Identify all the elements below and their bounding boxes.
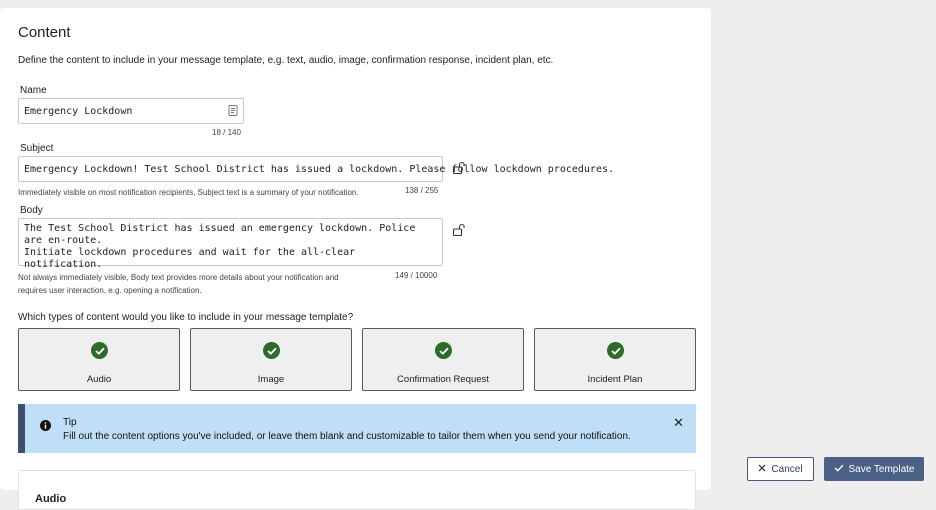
check-circle-icon — [607, 342, 624, 359]
name-char-counter: 18 / 140 — [212, 128, 241, 137]
subject-input-value: Emergency Lockdown! Test School District has issued a lockdown. Please follow lockdown procedures. — [24, 163, 615, 175]
body-hint-line-1: Not always immediately visible, Body text provides more details about your notification and — [18, 273, 339, 282]
content-type-label: Confirmation Request — [397, 374, 489, 385]
cancel-button-label: Cancel — [771, 463, 803, 475]
content-type-label: Audio — [86, 374, 112, 385]
content-types-question: Which types of content would you like to include in your message template? — [18, 312, 354, 323]
content-type-card-confirmation-request[interactable] — [362, 328, 524, 391]
info-icon — [40, 418, 51, 429]
check-circle-icon — [263, 342, 280, 359]
tip-title: Tip — [63, 417, 77, 428]
check-circle-icon — [91, 342, 108, 359]
body-textarea[interactable]: The Test School District has issued an emergency lockdown. Police are en-route. Initiate lockdown procedures and wait for the all-clear notification. — [18, 218, 443, 266]
save-template-button[interactable] — [824, 457, 924, 481]
subject-char-counter: 138 / 255 — [405, 186, 439, 195]
tip-banner — [18, 404, 696, 453]
close-icon — [758, 464, 766, 475]
check-icon — [834, 464, 844, 475]
section-description: Define the content to include in your message template, e.g. text, audio, image, confirmation response, incident plan, etc. — [18, 55, 554, 66]
subject-input[interactable] — [18, 156, 615, 182]
unlock-icon[interactable] — [452, 223, 466, 237]
cancel-button[interactable] — [747, 457, 814, 481]
close-icon[interactable]: ✕ — [673, 415, 684, 430]
name-input[interactable] — [18, 98, 244, 124]
document-icon — [228, 105, 238, 116]
body-hint — [18, 271, 339, 297]
section-title: Content — [18, 24, 71, 41]
content-type-label: Image — [257, 374, 285, 385]
content-panel — [0, 8, 711, 505]
audio-section-title: Audio — [35, 493, 67, 505]
content-type-card-incident-plan[interactable] — [534, 328, 696, 391]
save-template-button-label: Save Template — [848, 463, 915, 475]
content-type-label: Incident Plan — [587, 374, 643, 385]
name-input-value: Emergency Lockdown — [24, 105, 133, 117]
audio-section — [18, 470, 696, 510]
body-hint-line-2: requires user interaction, e.g. opening a notification. — [18, 286, 202, 295]
body-label: Body — [20, 205, 43, 216]
content-type-card-image[interactable] — [190, 328, 352, 391]
name-label: Name — [20, 85, 47, 96]
subject-hint: Immediately visible on most notification recipients, Subject text is a summary of your notification. — [18, 188, 359, 197]
tip-text: Fill out the content options you've included, or leave them blank and customizable to tailor them when you send your notification. — [63, 431, 631, 442]
subject-label: Subject — [20, 143, 54, 154]
check-circle-icon — [435, 342, 452, 359]
unlock-icon[interactable] — [452, 161, 466, 175]
content-type-card-audio[interactable] — [18, 328, 180, 391]
body-char-counter: 149 / 10000 — [395, 271, 438, 280]
